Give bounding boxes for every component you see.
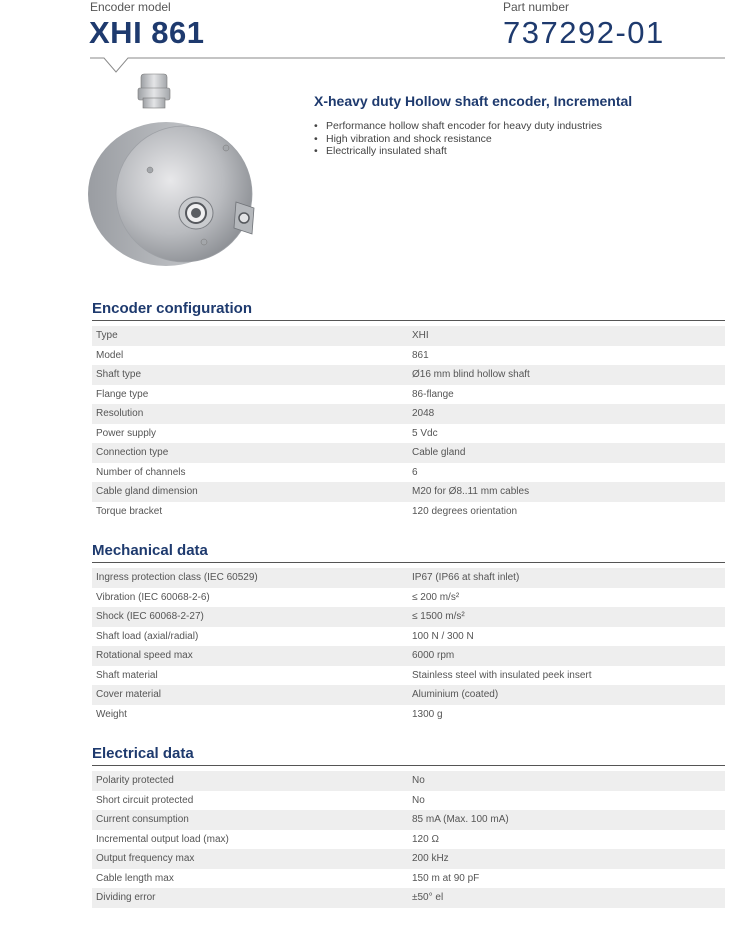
spec-value: 6000 rpm — [408, 646, 725, 666]
spec-value: 5 Vdc — [408, 424, 725, 444]
spec-key: Incremental output load (max) — [92, 830, 408, 850]
spec-value: 1300 g — [408, 705, 725, 725]
table-row — [92, 705, 725, 725]
spec-key: Flange type — [92, 385, 408, 405]
spec-key: Output frequency max — [92, 849, 408, 869]
table-row — [92, 404, 725, 424]
table-row — [92, 888, 725, 908]
spec-value: M20 for Ø8..11 mm cables — [408, 482, 725, 502]
table-row — [92, 771, 725, 791]
spec-key: Weight — [92, 705, 408, 725]
encoder-model-value: XHI 861 — [89, 15, 205, 50]
spec-value: Aluminium (coated) — [408, 685, 725, 705]
encoder-configuration-title: Encoder configuration — [92, 300, 253, 317]
table-row — [92, 810, 725, 830]
part-number-value: 737292-01 — [503, 15, 665, 50]
table-row — [92, 849, 725, 869]
spec-value: 85 mA (Max. 100 mA) — [408, 810, 725, 830]
table-row — [92, 685, 725, 705]
spec-value: ±50° el — [408, 888, 725, 908]
spec-value: 861 — [408, 346, 725, 366]
encoder-configuration-table — [92, 326, 725, 521]
table-row — [92, 346, 725, 366]
spec-key: Shaft material — [92, 666, 408, 686]
spec-key: Polarity protected — [92, 771, 408, 791]
spec-key: Short circuit protected — [92, 791, 408, 811]
spec-key: Cover material — [92, 685, 408, 705]
table-row — [92, 607, 725, 627]
electrical-data-title: Electrical data — [92, 745, 194, 762]
spec-key: Connection type — [92, 443, 408, 463]
section-rule — [92, 765, 725, 766]
spec-key: Shaft load (axial/radial) — [92, 627, 408, 647]
feature-item: • High vibration and shock resistance — [314, 133, 602, 146]
feature-item: • Electrically insulated shaft — [314, 145, 602, 158]
spec-key: Type — [92, 326, 408, 346]
table-row — [92, 666, 725, 686]
mechanical-data-title: Mechanical data — [92, 542, 208, 559]
spec-value: XHI — [408, 326, 725, 346]
spec-key: Shock (IEC 60068-2-27) — [92, 607, 408, 627]
table-row — [92, 502, 725, 522]
spec-value: ≤ 1500 m/s² — [408, 607, 725, 627]
table-row — [92, 627, 725, 647]
encoder-model-label: Encoder model — [90, 0, 171, 14]
spec-value: 200 kHz — [408, 849, 725, 869]
spec-key: Model — [92, 346, 408, 366]
table-row — [92, 463, 725, 483]
spec-value: 86-flange — [408, 385, 725, 405]
table-row — [92, 588, 725, 608]
spec-value: IP67 (IP66 at shaft inlet) — [408, 568, 725, 588]
spec-key: Rotational speed max — [92, 646, 408, 666]
mechanical-data-table — [92, 568, 725, 724]
spec-value: Stainless steel with insulated peek insert — [408, 666, 725, 686]
spec-value: 100 N / 300 N — [408, 627, 725, 647]
spec-value: No — [408, 791, 725, 811]
spec-key: Ingress protection class (IEC 60529) — [92, 568, 408, 588]
spec-value: 120 degrees orientation — [408, 502, 725, 522]
feature-list — [314, 120, 602, 158]
hollow-shaft-encoder-image — [86, 66, 261, 276]
spec-value: 2048 — [408, 404, 725, 424]
spec-key: Current consumption — [92, 810, 408, 830]
table-row — [92, 443, 725, 463]
spec-value: Ø16 mm blind hollow shaft — [408, 365, 725, 385]
electrical-data-table — [92, 771, 725, 908]
spec-key: Cable length max — [92, 869, 408, 889]
spec-value: 150 m at 90 pF — [408, 869, 725, 889]
spec-key: Dividing error — [92, 888, 408, 908]
table-row — [92, 568, 725, 588]
table-row — [92, 482, 725, 502]
table-row — [92, 365, 725, 385]
spec-key: Power supply — [92, 424, 408, 444]
spec-value: No — [408, 771, 725, 791]
table-row — [92, 791, 725, 811]
spec-key: Shaft type — [92, 365, 408, 385]
table-row — [92, 385, 725, 405]
section-rule — [92, 562, 725, 563]
spec-key: Vibration (IEC 60068-2-6) — [92, 588, 408, 608]
spec-value: 6 — [408, 463, 725, 483]
table-row — [92, 646, 725, 666]
section-rule — [92, 320, 725, 321]
table-row — [92, 869, 725, 889]
spec-value: Cable gland — [408, 443, 725, 463]
product-title: X-heavy duty Hollow shaft encoder, Incremental — [314, 93, 633, 109]
spec-value: 120 Ω — [408, 830, 725, 850]
spec-key: Number of channels — [92, 463, 408, 483]
spec-key: Cable gland dimension — [92, 482, 408, 502]
table-row — [92, 830, 725, 850]
part-number-label: Part number — [503, 0, 570, 14]
spec-key: Torque bracket — [92, 502, 408, 522]
table-row — [92, 326, 725, 346]
feature-item: • Performance hollow shaft encoder for heavy duty industries — [314, 120, 602, 133]
spec-key: Resolution — [92, 404, 408, 424]
table-row — [92, 424, 725, 444]
spec-value: ≤ 200 m/s² — [408, 588, 725, 608]
